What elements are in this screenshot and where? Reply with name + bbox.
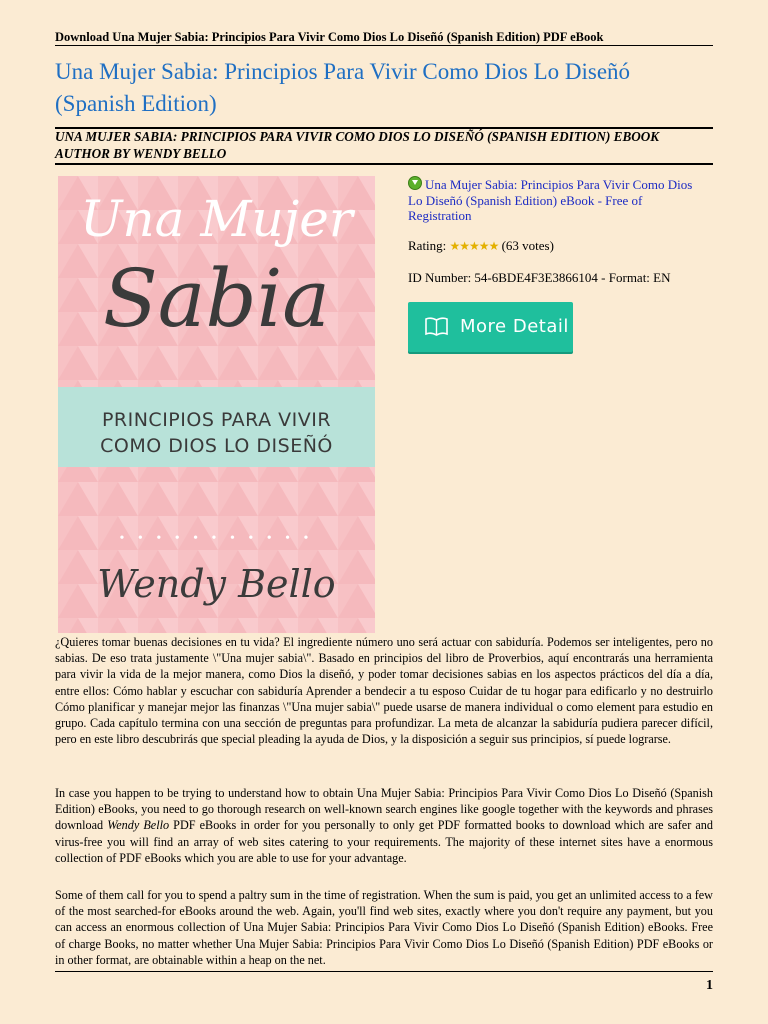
rating-votes: (63 votes): [501, 238, 554, 253]
page-title: Una Mujer Sabia: Principios Para Vivir Como Dios Lo Diseñó (Spanish Edition): [55, 59, 631, 116]
id-number: ID Number: 54-6BDE4F3E3866104 - Format: EN: [408, 270, 671, 285]
body-paragraph-3: Some of them call for you to spend a paltry sum in the time of registration. When the sum is paid, you get an unlimited access to a few of the most searched-for eBooks around the web. Again, you'll find web sites, exactly where you don't require any payment, but you can access an enormous collection of Una Mujer Sabia: Principios Para Vivir Como Dios Lo Diseñó (Spanish Edition) eBooks. Free of charge Books, no matter whether Una Mujer Sabia: Principios Para Vivir Como Dios Lo Diseñó (Spanish Edition) PDF eBooks or in other format, are obtainable within a heap on the net.: [55, 888, 713, 967]
p2-text-b: PDF eBooks in order for you personally to only get PDF formatted books to download which are safer and virus-free you will find an array of web sites catering to your requirements. The majority of these internet sites have a enormous collection of PDF eBooks which you are able to use for your advantage.: [55, 818, 713, 865]
cover-band-line1: PRINCIPIOS PARA VIVIR: [101, 409, 332, 431]
download-link[interactable]: Una Mujer Sabia: Principios Para Vivir Como Dios Lo Diseñó (Spanish Edition) eBook - Free of Registration: [408, 177, 693, 223]
cover-dots: • • • • • • • • • • •: [119, 531, 314, 546]
p2-text-a: In case you happen to be trying to understand how to obtain Una Mujer Sabia: Principios Para Vivir Como Dios Lo Diseñó (Spanish Edition) eBooks, you need to go thorough research on well-known search engines like google together with the keywords and phrases download: [55, 786, 713, 833]
cover-author: Wendy Bello: [97, 562, 336, 606]
download-info: [408, 176, 708, 224]
cover-subtitle-band: [58, 387, 375, 467]
book-cover-image[interactable]: [58, 176, 375, 633]
running-header: Download Una Mujer Sabia: Principios Para Vivir Como Dios Lo Diseñó (Spanish Edition) PDF eBook: [55, 30, 604, 44]
cover-band-line2: COMO DIOS LO DISEÑÓ: [100, 435, 333, 457]
header-divider: [55, 45, 713, 46]
body-paragraph-2: [55, 785, 713, 866]
cover-title-line1: Una Mujer: [80, 190, 353, 248]
page-number: 1: [706, 978, 713, 993]
title-divider-bottom: [55, 163, 713, 165]
rating-label: Rating:: [408, 238, 447, 253]
rating-stars-icon: ★★★★★: [449, 239, 499, 253]
rating-row: [408, 238, 554, 254]
footer-divider: [55, 971, 713, 972]
download-arrow-icon: [408, 176, 422, 190]
document-page: [55, 0, 713, 1024]
description-paragraph: ¿Quieres tomar buenas decisiones en tu vida? El ingrediente número uno será actuar con sabiduría. Podemos ser inteligentes, pero no sabias. De eso trata justamente \"Una mujer sabia\". Basado en principios del libro de Proverbios, aquí encontrarás una herramienta para vivir la vida de la mejor manera, como Dios la diseñó, y poder tomar decisiones sabias en los aspectos prácticos del día a día, entre ellos: Cómo hablar y escuchar con sabiduría Aprender a bendecir a tu esposo Cuidar de tu hogar para edificarlo y no destruirlo Cómo planificar y manejar mejor las finanzas \"Una mujer sabia\" puede usarse de manera individual o como element para estudio en grupo. Cada capítulo termina con una sección de preguntas para profundizar. La meta de alcanzar la sabiduría pudiera parecer difícil, pero en este libro descubrirás que special pleading la ayuda de Dios, y la disposición a seguir sus principios, sí puede lograrse.: [55, 635, 713, 747]
cover-title-line2: Sabia: [103, 252, 330, 345]
book-subtitle: UNA MUJER SABIA: PRINCIPIOS PARA VIVIR COMO DIOS LO DISEÑÓ (SPANISH EDITION) EBOOK AUTHOR BY WENDY BELLO: [55, 129, 660, 161]
p2-author: Wendy Bello: [107, 818, 170, 833]
more-detail-button[interactable]: [408, 302, 573, 352]
more-detail-label: More Detail: [460, 316, 569, 337]
open-book-icon: [425, 316, 448, 336]
